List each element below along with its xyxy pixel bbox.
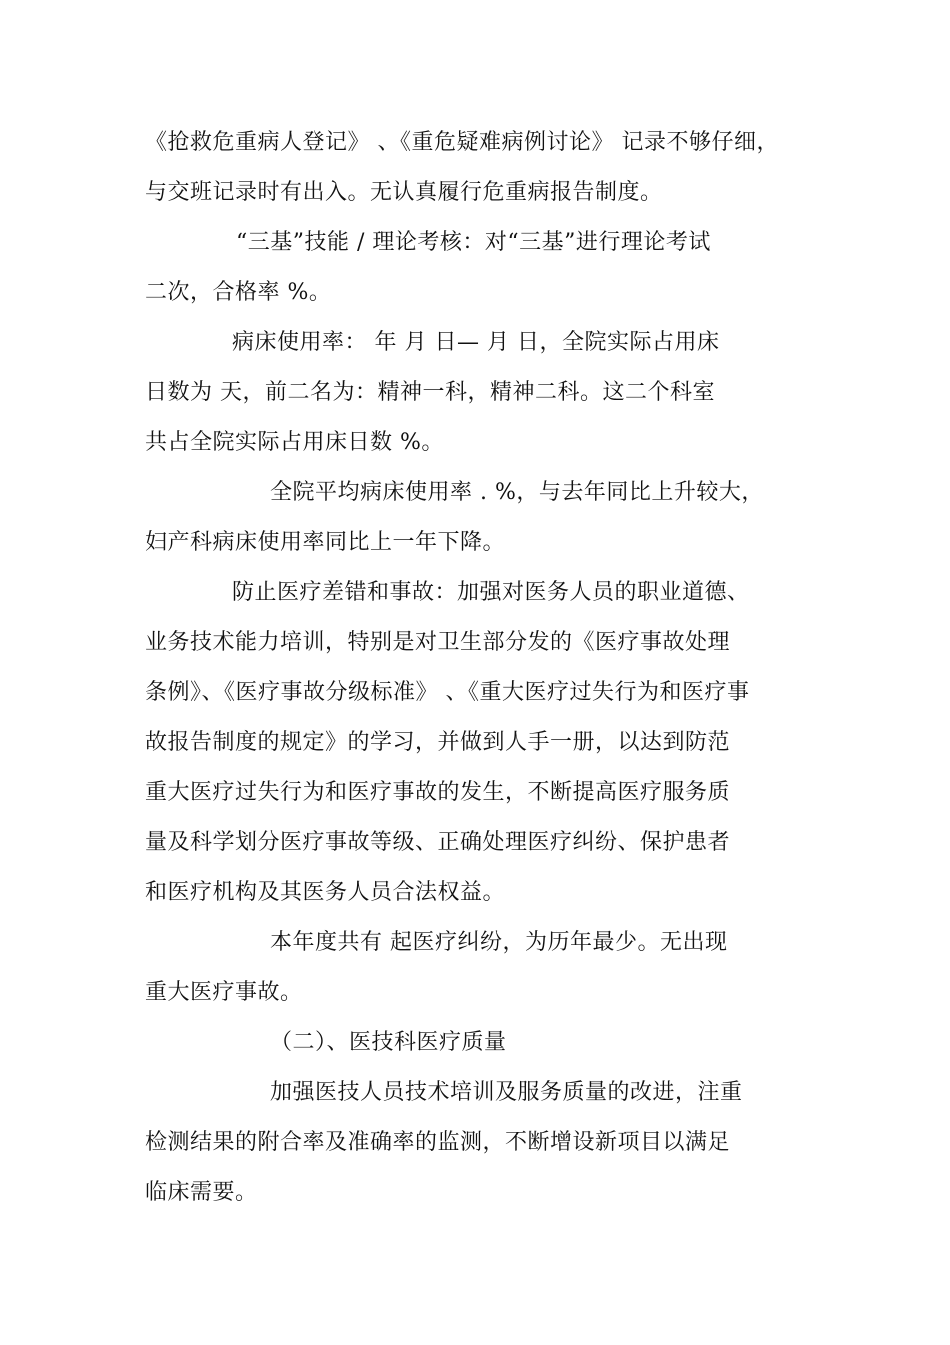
text-line: 量及科学划分医疗事故等级、正确处理医疗纠纷、保护患者: [145, 830, 731, 855]
text-line: 共占全院实际占用床日数 %。: [145, 430, 444, 455]
text-line: 二次，合格率 %。: [145, 280, 332, 305]
text-line: 加强医技人员技术培训及服务质量的改进，注重: [270, 1080, 743, 1105]
text-line: 检测结果的附合率及准确率的监测，不断增设新项目以满足: [145, 1130, 731, 1155]
text-line: 重大医疗事故。: [145, 980, 303, 1005]
text-line: 临床需要。: [145, 1180, 258, 1205]
text-line: 和医疗机构及其医务人员合法权益。: [145, 880, 506, 905]
text-line: 病床使用率： 年 月 日— 月 日，全院实际占用床: [232, 330, 720, 355]
text-line: 与交班记录时有出入。无认真履行危重病报告制度。: [145, 180, 663, 205]
text-line: 日数为 天，前二名为：精神一科，精神二科。这二个科室: [145, 380, 715, 405]
text-line: 本年度共有 起医疗纠纷，为历年最少。无出现: [270, 930, 728, 955]
text-line: 重大医疗过失行为和医疗事故的发生，不断提高医疗服务质: [145, 780, 731, 805]
section-heading: （二）、医技科医疗质量: [270, 1030, 507, 1055]
text-line: “三基”技能 / 理论考核：对“三基”进行理论考试: [236, 230, 711, 255]
text-line: 防止医疗差错和事故：加强对医务人员的职业道德、: [232, 580, 750, 605]
text-line: 《抢救危重病人登记》 、《重危疑难病例讨论》 记录不够仔细，: [145, 130, 779, 155]
text-line: 妇产科病床使用率同比上一年下降。: [145, 530, 506, 555]
text-line: 全院平均病床使用率 . %，与去年同比上升较大，: [270, 480, 764, 505]
text-line: 故报告制度的规定》的学习，并做到人手一册，以达到防范: [145, 730, 731, 755]
text-line: 条例》、《医疗事故分级标准》 、《重大医疗过失行为和医疗事: [145, 680, 750, 705]
text-line: 业务技术能力培训，特别是对卫生部分发的《医疗事故处理: [145, 630, 731, 655]
